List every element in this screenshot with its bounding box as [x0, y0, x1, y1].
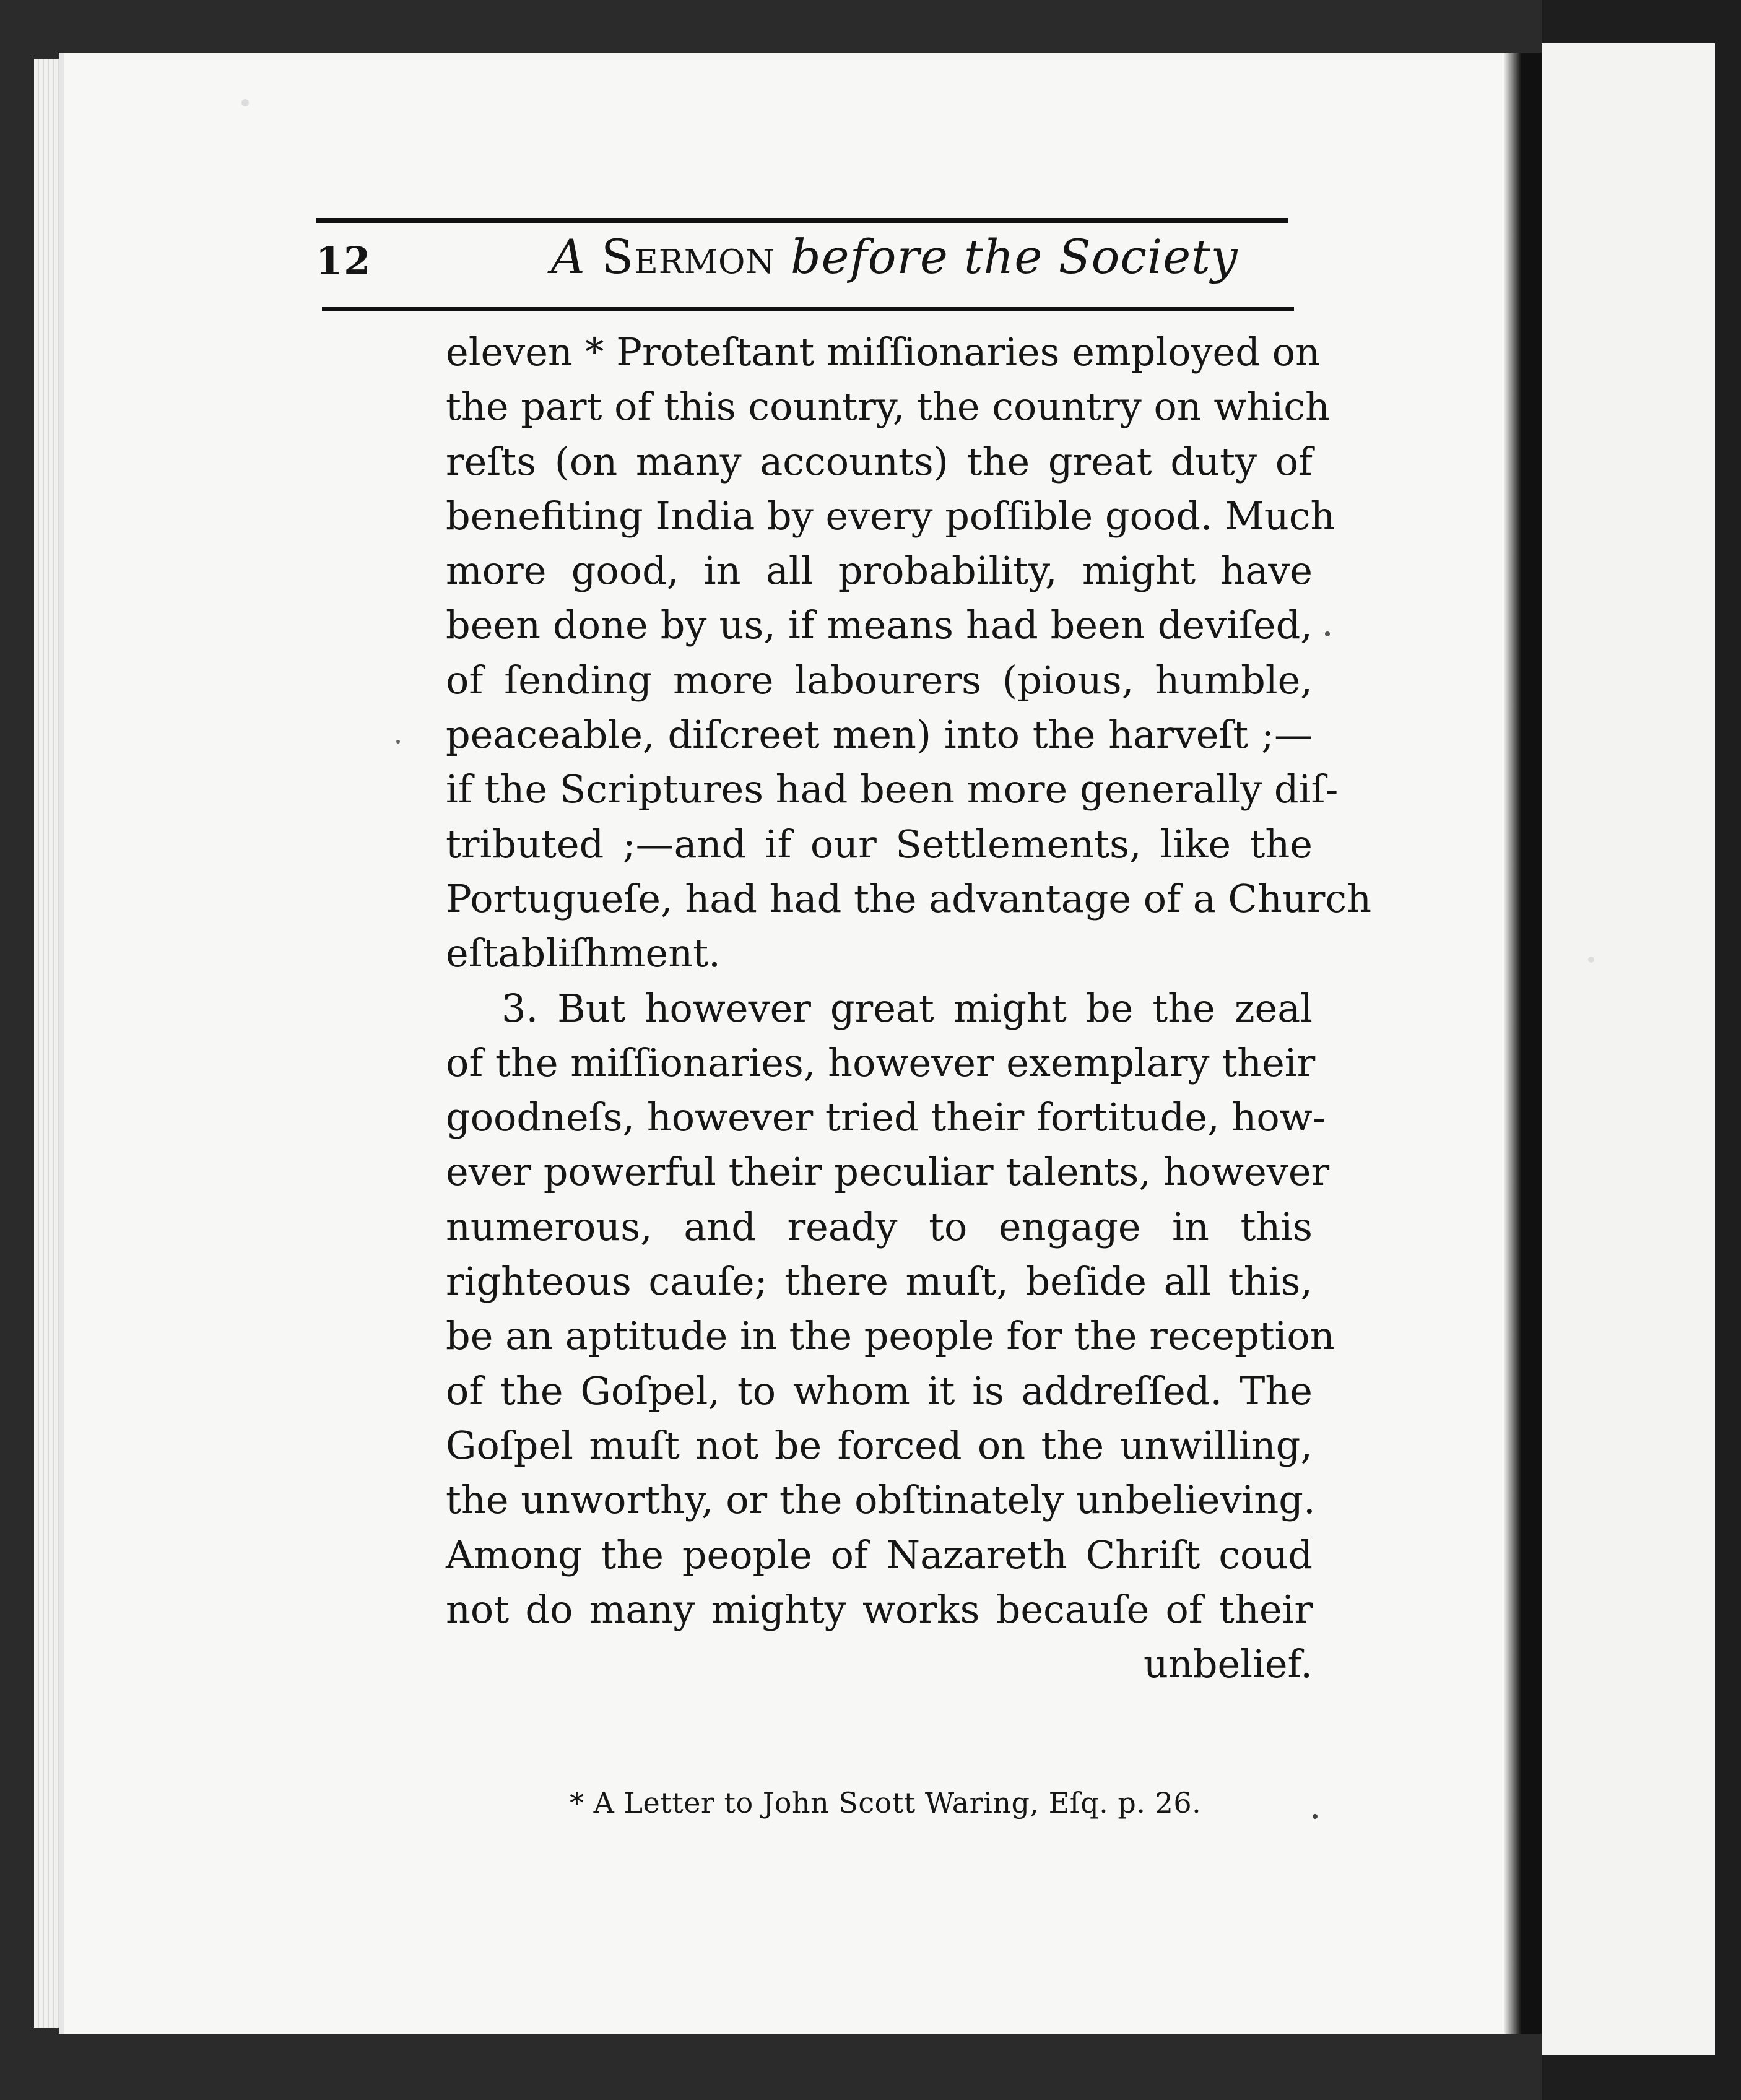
text-line: Among the people of Nazareth Chriſt coud: [446, 1532, 1313, 1577]
text-line: benefiting India by every poſſible good. Much: [446, 493, 1335, 539]
text-line: eleven * Proteſtant miſſionaries employed on: [446, 329, 1320, 375]
page-number: 12: [316, 238, 372, 284]
text-line: been done by us, if means had been deviſed,: [446, 602, 1313, 648]
scan-speck: [1313, 1814, 1318, 1819]
text-line: eſtabliſhment.: [446, 931, 721, 976]
scan-speck: [241, 99, 249, 106]
text-line: more good, in all probability, might have: [446, 548, 1313, 594]
header-rule-bottom: [322, 307, 1294, 311]
book-gutter: [1504, 53, 1542, 2034]
text-line: of the miſſionaries, however exemplary their: [446, 1039, 1316, 1085]
text-line: Goſpel muſt not be forced on the unwilling,: [446, 1422, 1313, 1468]
text-line: of the Goſpel, to whom it is addreſſed. The: [446, 1368, 1313, 1413]
running-head-part-3: before the Society: [775, 229, 1238, 284]
text-line: numerous, and ready to engage in this: [446, 1204, 1313, 1249]
page-edges: [34, 59, 59, 2028]
text-line: be an aptitude in the people for the reception: [446, 1313, 1335, 1359]
text-line: 3. But however great might be the zeal: [501, 985, 1313, 1031]
text-line: if the Scriptures had been more generally diſ-: [446, 766, 1339, 812]
scan-speck: [1588, 957, 1594, 963]
running-head-part-1: A: [551, 229, 602, 284]
scan-speck: [1325, 631, 1330, 636]
running-head: [551, 229, 1238, 284]
text-line: the unworthy, or the obſtinately unbelieving.: [446, 1477, 1316, 1523]
text-line: Portugueſe, had had the advantage of a Church: [446, 875, 1371, 921]
header-rule-top: [316, 218, 1288, 223]
text-line: righteous cauſe; there muſt, beſide all this,: [446, 1259, 1313, 1304]
text-line: ever powerful their peculiar talents, however: [446, 1149, 1330, 1195]
facing-page: [1542, 43, 1715, 2055]
text-line: tributed ;—and if our Settlements, like the: [446, 821, 1313, 867]
body-text: [446, 325, 1371, 1691]
text-line: goodneſs, however tried their fortitude, how-: [446, 1095, 1326, 1140]
footnote: * A Letter to John Scott Waring, Eſq. p. 26.: [570, 1786, 1202, 1820]
text-line: not do many mighty works becauſe of their: [446, 1586, 1313, 1632]
catchword: unbelief.: [1143, 1641, 1313, 1687]
scan-speck: [396, 740, 400, 744]
running-head-part-2: Sermon: [601, 229, 775, 284]
text-line: peaceable, diſcreet men) into the harveſt ;—: [446, 712, 1313, 758]
text-line: the part of this country, the country on which: [446, 384, 1330, 430]
text-line: reſts (on many accounts) the great duty of: [446, 438, 1313, 484]
page-header: [316, 210, 1288, 322]
text-line: of ſending more labourers (pious, humble,: [446, 657, 1313, 703]
